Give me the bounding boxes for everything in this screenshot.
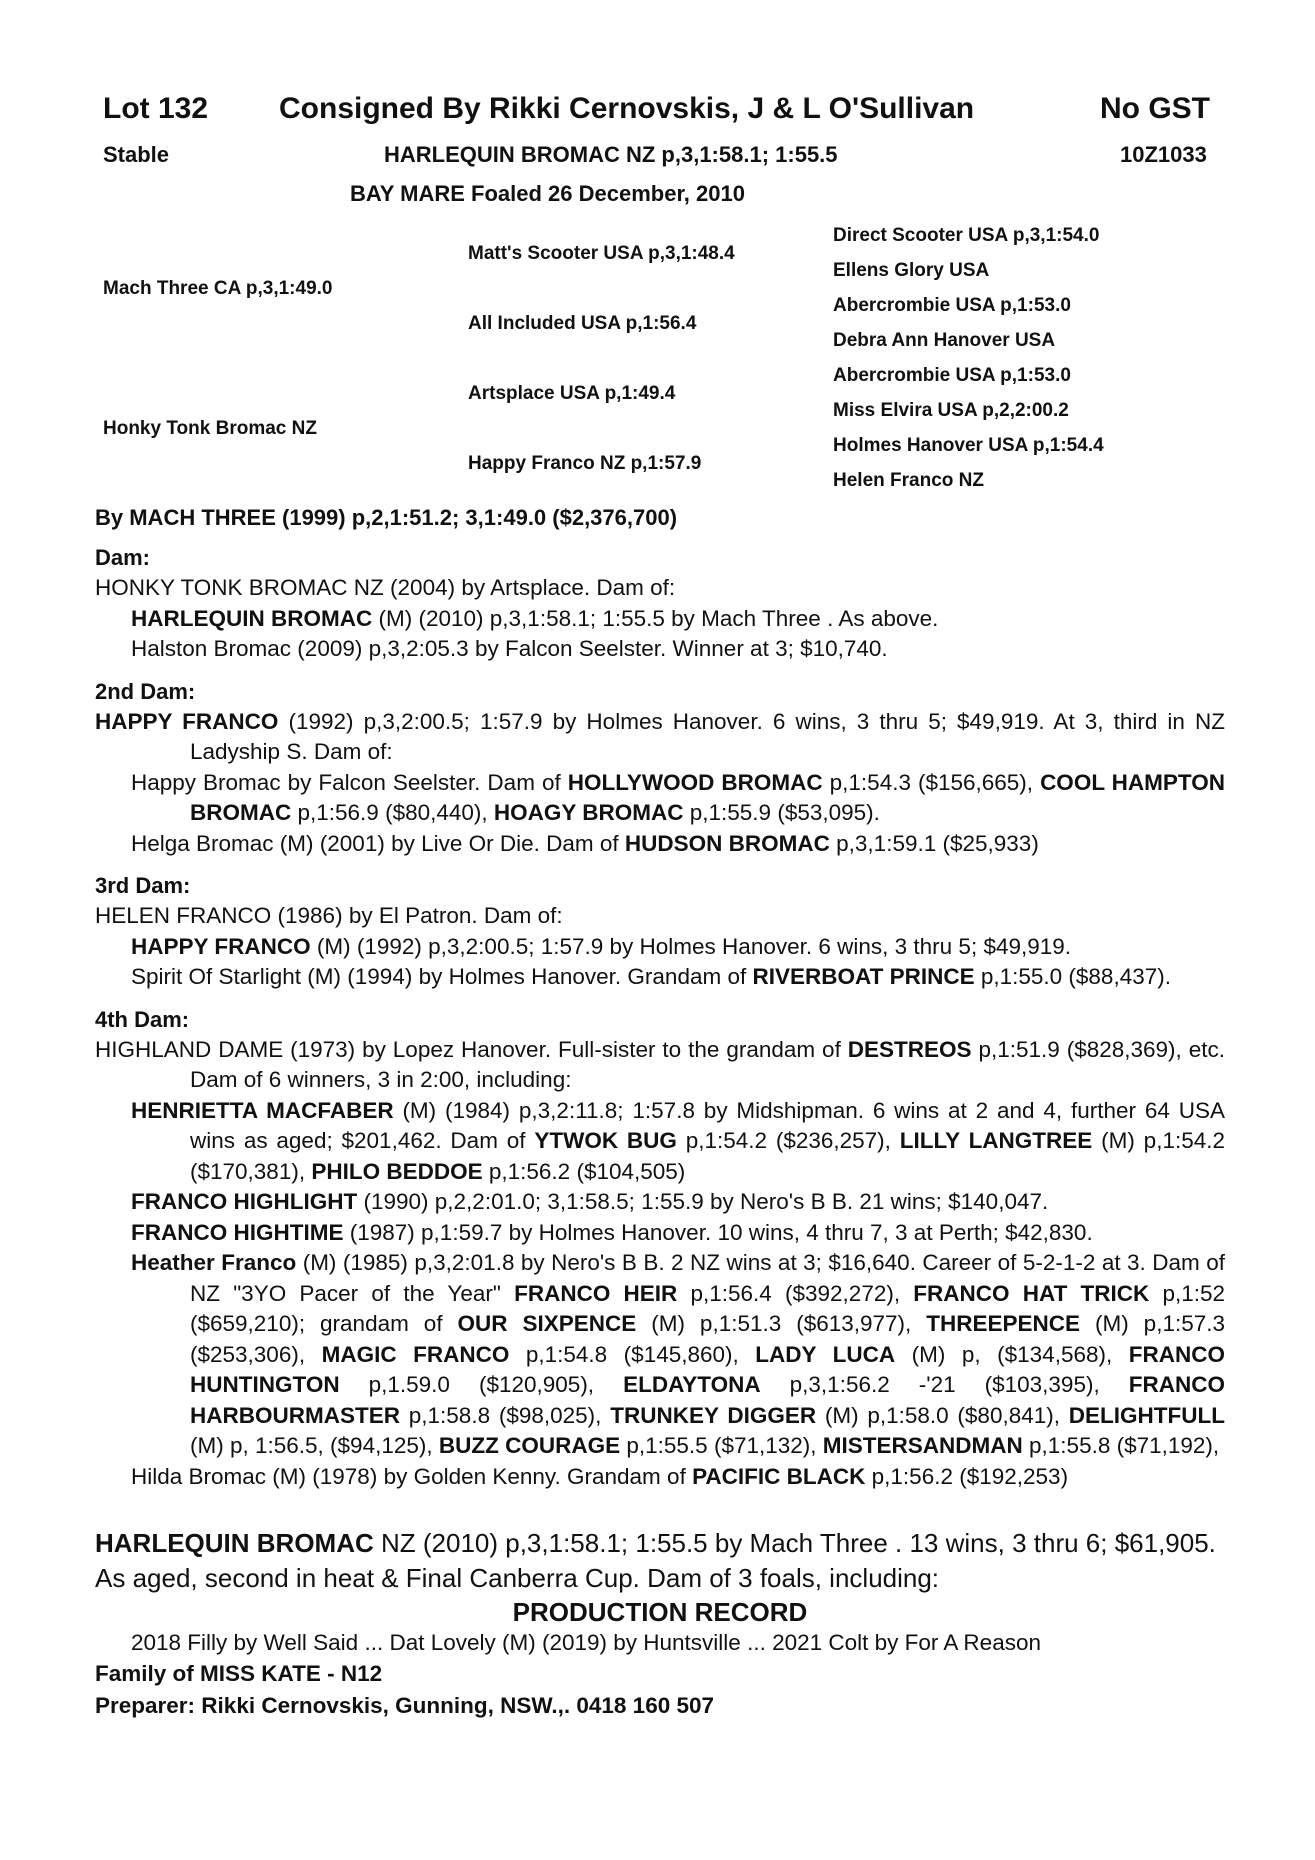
production-heading: PRODUCTION RECORD bbox=[512, 1597, 808, 1627]
ped-sire-dam: All Included USA p,1:56.4 bbox=[468, 313, 697, 334]
fourth-dam-intro: HIGHLAND DAME (1973) by Lopez Hanover. Full-sister to the grandam of DESTREOS p,1:51.9 ($828,369), etc. Dam of 6 winners, 3 in 2:00, including: bbox=[95, 1036, 1225, 1092]
ped-gen3: Abercrombie USA p,1:53.0 bbox=[833, 295, 1071, 316]
ped-gen3: Abercrombie USA p,1:53.0 bbox=[833, 365, 1071, 386]
production-record: 2018 Filly by Well Said ... Dat Lovely (M) (2019) by Huntsville ... 2021 Colt by For A Reason bbox=[131, 1630, 1041, 1655]
second-dam-heading: 2nd Dam: bbox=[95, 678, 196, 704]
registration-code: 10Z1033 bbox=[1120, 142, 1207, 167]
fourth-dam-entry: Heather Franco (M) (1985) p,3,2:01.8 by Nero's B B. 2 NZ wins at 3; $16,640. Career of 5-2-1-2 at 3. Dam of NZ "3YO Pacer of the Year" FRANCO HEIR p,1:56.4 ($392,272), FRANCO HAT TRICK p,1:52 ($659,210); grandam of OUR SIXPENCE (M) p,1:51.3 ($613,977), THREEPENCE (M) p,1:57.3 ($253,306), MAGIC FRANCO p,1:54.8 ($145,860), LADY LUCA (M) p, ($134,568), FRANCO HUNTINGTON p,1.59.0 ($120,905), ELDAYTONA p,3,1:56.2 -'21 ($103,395), FRANCO HARBOURMASTER p,1:58.8 ($98,025), TRUNKEY DIGGER (M) p,1:58.0 ($80,841), DELIGHTFULL (M) p, 1:56.5, ($94,125), BUZZ COURAGE p,1:55.5 ($71,132), MISTERSANDMAN p,1:55.8 ($71,192), bbox=[131, 1250, 1226, 1458]
dam-entry: HARLEQUIN BROMAC (M) (2010) p,3,1:58.1; 1:55.5 by Mach Three . As above. bbox=[131, 605, 939, 631]
ped-dam: Honky Tonk Bromac NZ bbox=[103, 418, 317, 439]
third-dam-intro: HELEN FRANCO (1986) by El Patron. Dam of: bbox=[95, 903, 563, 928]
gst-status: No GST bbox=[1100, 92, 1210, 125]
horse-summary: HARLEQUIN BROMAC NZ (2010) p,3,1:58.1; 1:55.5 by Mach Three . 13 wins, 3 thru 6; $61,905. As aged, second in heat & Final Canberra Cup. Dam of 3 foals, including: bbox=[95, 1528, 1216, 1593]
third-dam-heading: 3rd Dam: bbox=[95, 873, 191, 898]
fourth-dam-entry: Hilda Bromac (M) (1978) by Golden Kenny. Grandam of PACIFIC BLACK p,1:56.2 ($192,253) bbox=[131, 1463, 1069, 1489]
stable-label: Stable bbox=[103, 142, 170, 167]
ped-sire-sire: Matt's Scooter USA p,3,1:48.4 bbox=[468, 243, 735, 264]
dam-heading: Dam: bbox=[95, 545, 151, 570]
ped-gen3: Holmes Hanover USA p,1:54.4 bbox=[833, 435, 1104, 456]
second-dam-entry: Happy Bromac by Falcon Seelster. Dam of HOLLYWOOD BROMAC p,1:54.3 ($156,665), COOL HAMPTON BROMAC p,1:56.9 ($80,440), HOAGY BROMAC p,1:55.9 ($53,095). bbox=[131, 769, 1225, 825]
ped-dam-sire: Artsplace USA p,1:49.4 bbox=[468, 383, 676, 404]
preparer-line: Preparer: Rikki Cernovskis, Gunning, NSW.,. 0418 160 507 bbox=[95, 1692, 715, 1718]
second-dam-intro: HAPPY FRANCO (1992) p,3,2:00.5; 1:57.9 by Holmes Hanover. 6 wins, 3 thru 5; $49,919. At 3, third in NZ Ladyship S. Dam of: bbox=[95, 708, 1225, 764]
horse-name: HARLEQUIN BROMAC bbox=[131, 605, 373, 631]
third-dam-entry: Spirit Of Starlight (M) (1994) by Holmes Hanover. Grandam of RIVERBOAT PRINCE p,1:55.0 ($88,437). bbox=[131, 964, 1171, 989]
ped-dam-dam: Happy Franco NZ p,1:57.9 bbox=[468, 453, 702, 474]
fourth-dam-entry: FRANCO HIGHLIGHT (1990) p,2,2:01.0; 3,1:58.5; 1:55.9 by Nero's B B. 21 wins; $140,047. bbox=[131, 1189, 1049, 1214]
sire-by-line: By MACH THREE (1999) p,2,1:51.2; 3,1:49.0 ($2,376,700) bbox=[95, 505, 678, 530]
ped-sire: Mach Three CA p,3,1:49.0 bbox=[103, 278, 333, 299]
fourth-dam-entry: HENRIETTA MACFABER (M) (1984) p,3,2:11.8; 1:57.8 by Midshipman. 6 wins at 2 and 4, further 64 USA wins as aged; $201,462. Dam of YTWOK BUG p,1:54.2 ($236,257), LILLY LANGTREE (M) p,1:54.2 ($170,381), PHILO BEDDOE p,1:56.2 ($104,505) bbox=[131, 1097, 1226, 1184]
ped-gen3: Ellens Glory USA bbox=[833, 260, 990, 281]
foaled-line: BAY MARE Foaled 26 December, 2010 bbox=[350, 181, 745, 206]
ped-gen3: Miss Elvira USA p,2,2:00.2 bbox=[833, 400, 1069, 421]
ped-gen3: Debra Ann Hanover USA bbox=[833, 330, 1056, 351]
consignor: Consigned By Rikki Cernovskis, J & L O'Sullivan bbox=[279, 92, 975, 125]
family-line: Family of MISS KATE - N12 bbox=[95, 1660, 383, 1686]
dam-intro: HONKY TONK BROMAC NZ (2004) by Artsplace. Dam of: bbox=[95, 575, 676, 600]
fourth-dam-heading: 4th Dam: bbox=[95, 1006, 190, 1032]
dam-entry: Halston Bromac (2009) p,3,2:05.3 by Falcon Seelster. Winner at 3; $10,740. bbox=[131, 636, 888, 661]
fourth-dam-entry: FRANCO HIGHTIME (1987) p,1:59.7 by Holmes Hanover. 10 wins, 4 thru 7, 3 at Perth; $42,830. bbox=[131, 1219, 1093, 1245]
second-dam-entry: Helga Bromac (M) (2001) by Live Or Die. Dam of HUDSON BROMAC p,3,1:59.1 ($25,933) bbox=[131, 830, 1039, 856]
third-dam-entry: HAPPY FRANCO (M) (1992) p,3,2:00.5; 1:57.9 by Holmes Hanover. 6 wins, 3 thru 5; $49,919. bbox=[131, 933, 1072, 959]
horse-name: HAPPY FRANCO bbox=[95, 708, 279, 734]
lot-number: Lot 132 bbox=[103, 92, 209, 125]
ped-gen3: Helen Franco NZ bbox=[833, 470, 984, 491]
catalogue-body bbox=[95, 543, 1225, 1721]
horse-title: HARLEQUIN BROMAC NZ p,3,1:58.1; 1:55.5 bbox=[384, 142, 838, 167]
ped-gen3: Direct Scooter USA p,3,1:54.0 bbox=[833, 225, 1100, 246]
